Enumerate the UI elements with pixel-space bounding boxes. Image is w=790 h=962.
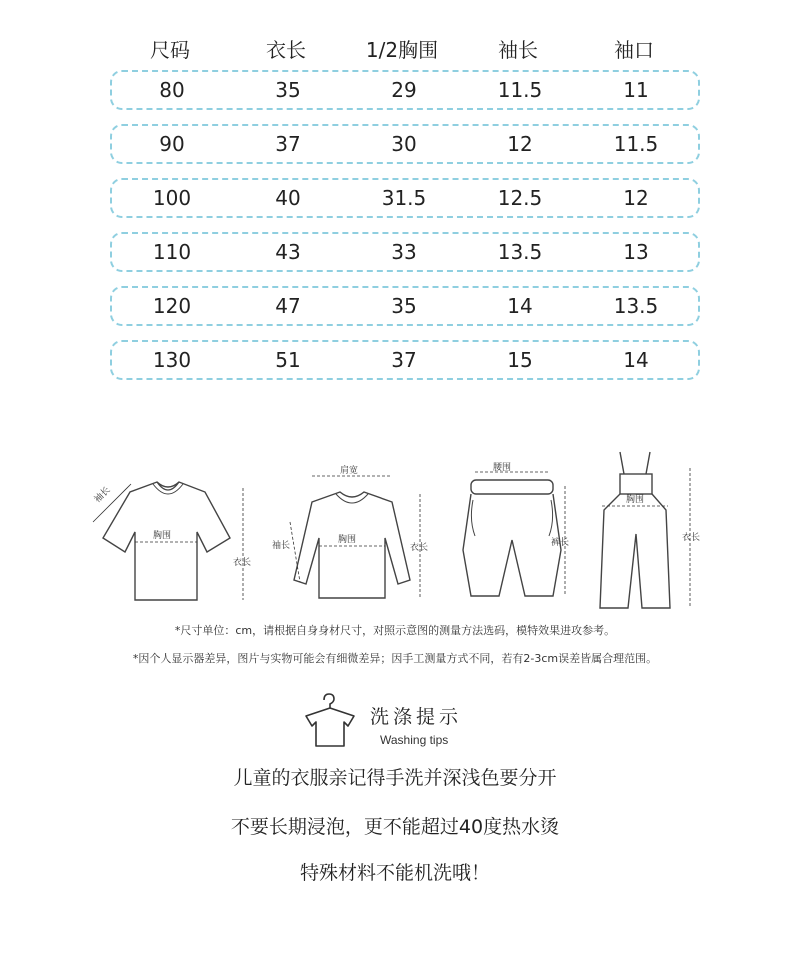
hanger-shirt-icon	[300, 690, 360, 750]
sweater-chest-label: 胸围	[338, 535, 357, 545]
size-table-header	[110, 30, 700, 68]
table-row	[110, 124, 700, 164]
cell-sleeve: 11.5	[497, 78, 543, 102]
cell-cuff: 13.5	[613, 294, 659, 318]
cell-size: 130	[152, 348, 192, 372]
sweater-length-label: 衣长	[410, 543, 429, 553]
cell-cuff: 11.5	[613, 132, 659, 156]
cell-cuff: 11	[623, 78, 649, 102]
cell-length: 51	[275, 348, 301, 372]
overalls-length-label: 衣长	[682, 533, 701, 543]
measurement-diagrams	[0, 440, 790, 620]
cell-half-chest: 33	[391, 240, 417, 264]
sweater-shoulder-label: 肩宽	[340, 466, 359, 476]
shorts-diagram	[455, 460, 585, 610]
sweater-diagram	[270, 460, 440, 610]
tshirt-sleeve-label: 袖长	[92, 485, 113, 506]
cell-sleeve: 12.5	[497, 186, 543, 210]
table-row	[110, 286, 700, 326]
cell-cuff: 14	[623, 348, 649, 372]
table-row	[110, 340, 700, 380]
header-length: 衣长	[266, 38, 306, 62]
shorts-length-label: 裤长	[551, 538, 570, 548]
header-half-chest: 1/2胸围	[365, 38, 439, 62]
cell-sleeve: 14	[507, 294, 533, 318]
cell-sleeve: 13.5	[497, 240, 543, 264]
table-row	[110, 70, 700, 110]
cell-length: 37	[275, 132, 301, 156]
cell-half-chest: 30	[391, 132, 417, 156]
overalls-chest-label: 胸围	[626, 495, 645, 505]
tshirt-length-label: 衣长	[233, 558, 252, 568]
size-note: *尺寸单位：cm，请根据自身身材尺寸，对照示意图的测量方法选码，模特效果进攻参考。	[174, 624, 616, 637]
header-cuff: 袖口	[614, 38, 654, 62]
cell-cuff: 12	[623, 186, 649, 210]
cell-size: 120	[152, 294, 192, 318]
cell-sleeve: 15	[507, 348, 533, 372]
cell-length: 35	[275, 78, 301, 102]
cell-half-chest: 31.5	[381, 186, 427, 210]
cell-half-chest: 29	[391, 78, 417, 102]
cell-size: 110	[152, 240, 192, 264]
table-row	[110, 178, 700, 218]
cell-sleeve: 12	[507, 132, 533, 156]
difference-note: *因个人显示器差异，图片与实物可能会有细微差异；因手工测量方式不同，若有2-3cm误差皆属合理范围。	[132, 652, 658, 665]
cell-size: 100	[152, 186, 192, 210]
header-size: 尺码	[150, 38, 190, 62]
washing-tip-line: 特殊材料不能机洗哦！	[299, 862, 490, 884]
overalls-diagram	[590, 448, 720, 613]
cell-half-chest: 35	[391, 294, 417, 318]
size-table	[110, 30, 700, 394]
shorts-waist-label: 腰围	[493, 463, 512, 473]
washing-tips-subtitle: Washing tips	[380, 733, 449, 747]
cell-size: 90	[159, 132, 185, 156]
tshirt-diagram	[85, 460, 255, 610]
cell-cuff: 13	[623, 240, 649, 264]
header-sleeve: 袖长	[498, 38, 538, 62]
cell-half-chest: 37	[391, 348, 417, 372]
tshirt-chest-label: 胸围	[153, 531, 172, 541]
cell-length: 43	[275, 240, 301, 264]
sweater-sleeve-label: 袖长	[272, 541, 291, 551]
cell-length: 47	[275, 294, 301, 318]
table-row	[110, 232, 700, 272]
washing-tip-line: 不要长期浸泡，更不能超过40度热水烫	[230, 816, 560, 838]
washing-tip-line: 儿童的衣服亲记得手洗并深浅色要分开	[233, 767, 557, 789]
washing-tips-title: 洗涤提示	[370, 706, 463, 728]
washing-tips-header	[300, 690, 500, 750]
cell-length: 40	[275, 186, 301, 210]
cell-size: 80	[159, 78, 185, 102]
